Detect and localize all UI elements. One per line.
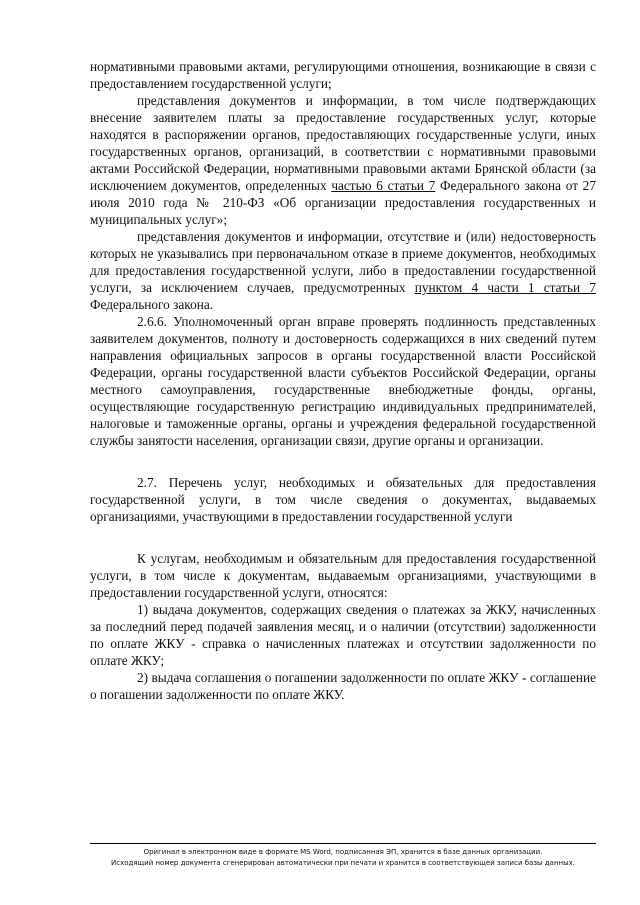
paragraph-3 <box>90 228 596 313</box>
law-reference-link-2[interactable]: пунктом 4 части 1 статьи 7 <box>414 280 596 295</box>
page-footer <box>90 843 596 869</box>
law-reference-link-1[interactable]: частью 6 статьи 7 <box>331 178 436 193</box>
paragraph-3-text-a: представления документов и информации, отсутствие и (или) недостоверность которых не указывались при первоначальном отказе в приеме документов, необходимых для предоставления государственной услуги, либо в предоставлении государственной услуги, за исключением случаев, предусмотренных <box>90 229 596 295</box>
paragraph-2-6-6: 2.6.6. Уполномоченный орган вправе проверять подлинность представленных заявителем документов, полноту и достоверность содержащихся в них сведений путем направления официальных запросов в органы государственной власти Российской Федерации, органы государственной власти субъектов Российской Федерации, органы местного самоуправления, государственные внебюджетные фонды, органы, осуществляющие государственную регистрацию индивидуальных предпринимателей, налоговые и таможенные органы, органы и учреждения федеральной государственной службы занятости населения, организации связи, другие органы и организации. <box>90 314 596 448</box>
paragraph-2-text-a: представления документов и информации, в том числе подтверждающих внесение заявителем платы за предоставление государственных услуг, которые находятся в распоряжении органов, предоставляющих государственные услуги, иных государственных органов, организаций, в соответствии с нормативными правовыми актами Российской Федерации, нормативными правовыми актами Брянской области (за исключением документов, определенных <box>90 93 596 193</box>
paragraph-2 <box>90 92 596 228</box>
section-heading-2-7: 2.7. Перечень услуг, необходимых и обязательных для предоставления государственной услуги, в том числе сведения о документах, выдаваемых организациями, участвующими в предоставлении государственной услуги <box>90 475 596 524</box>
footer-line-1: Оригинал в электронном виде в формате MS Word, подписанная ЭП, хранится в базе данных организации. <box>143 848 543 856</box>
paragraph-2-text-b: Федерального закона от 27 июля 2010 года № 210-ФЗ «Об организации предоставления государственных и муниципальных услуг»; <box>90 178 596 227</box>
paragraph-1: нормативными правовыми актами, регулирующими отношения, возникающие в связи с предоставлением государственной услуги; <box>90 59 596 91</box>
paragraph-3-text-b: Федерального закона. <box>90 297 214 312</box>
footer-line-2: Исходящий номер документа сгенерирован автоматически при печати и хранится в соответствующей записи базы данных. <box>111 859 575 867</box>
list-item-2: 2) выдача соглашения о погашении задолженности по оплате ЖКУ - соглашение о погашении задолженности по оплате ЖКУ. <box>90 670 596 702</box>
document-body <box>90 58 596 703</box>
list-item-1: 1) выдача документов, содержащих сведения о платежах за ЖКУ, начисленных за последний перед подачей заявления месяц, и о наличии (отсутствии) задолженности по оплате ЖКУ - справка о начисленных платежах и отсутствии задолженности по оплате ЖКУ; <box>90 602 596 668</box>
paragraph-services-intro: К услугам, необходимым и обязательным для предоставления государственной услуги, в том числе к документам, выдаваемым организациями, участвующими в предоставлении государственной услуги, относятся: <box>90 551 596 600</box>
